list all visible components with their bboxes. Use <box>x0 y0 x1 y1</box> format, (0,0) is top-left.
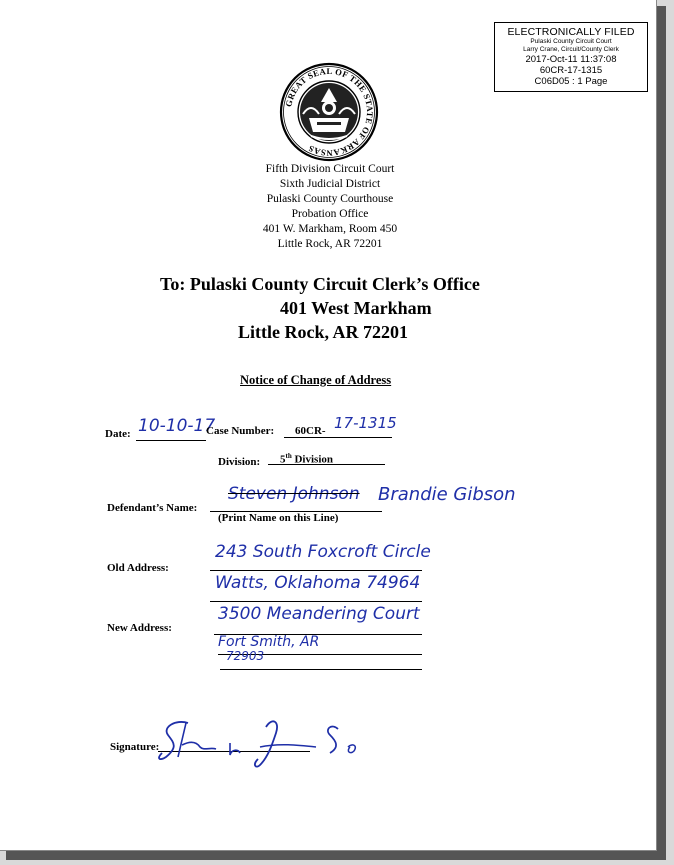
stamp-clerk: Larry Crane, Circuit/County Clerk <box>523 46 619 53</box>
old-address-value-2: Watts, Oklahoma 74964 <box>215 573 421 593</box>
filing-stamp <box>494 22 648 92</box>
office-line: Probation Office <box>291 208 369 220</box>
office-line: 401 W. Markham, Room 450 <box>262 223 398 235</box>
case-number-prefix: 60CR- <box>295 425 326 437</box>
old-address-line-1 <box>210 570 422 571</box>
page-shadow-bottom <box>6 850 666 860</box>
recipient-line: 401 West Markham <box>280 298 432 318</box>
date-label: Date: <box>105 428 131 440</box>
notice-title: Notice of Change of Address <box>240 373 392 387</box>
office-line: Little Rock, AR 72201 <box>277 238 383 250</box>
recipient-line: To: Pulaski County Circuit Clerk’s Office <box>160 274 480 294</box>
print-name-note: (Print Name on this Line) <box>218 512 339 524</box>
stamp-court: Pulaski County Circuit Court <box>530 38 612 45</box>
case-number-line <box>284 437 392 438</box>
svg-text:GREAT SEAL OF THE STATE OF ARK: GREAT SEAL OF THE STATE OF ARKANSAS <box>283 65 376 159</box>
stamp-pages: C06D05 : 1 Page <box>534 76 608 87</box>
stamp-case: 60CR-17-1315 <box>539 65 603 76</box>
stamp-title: ELECTRONICALLY FILED <box>507 26 635 38</box>
defendant-name-value: Brandie Gibson <box>378 484 516 505</box>
new-address-value-1: 3500 Meandering Court <box>218 604 420 624</box>
state-seal-icon <box>279 62 379 162</box>
old-address-line-2 <box>210 601 422 602</box>
division-value: 5th Division <box>280 452 333 466</box>
date-value: 10-10-17 <box>138 416 216 436</box>
old-address-value-1: 243 South Foxcroft Circle <box>215 542 431 562</box>
old-address-label: Old Address: <box>107 562 169 574</box>
recipient-line: Little Rock, AR 72201 <box>238 322 408 342</box>
stamp-datetime: 2017-Oct-11 11:37:08 <box>525 54 617 65</box>
new-address-label: New Address: <box>107 622 172 634</box>
signature-icon <box>148 713 380 771</box>
case-number-value: 17-1315 <box>334 414 397 432</box>
office-line: Sixth Judicial District <box>279 178 381 190</box>
date-line <box>136 440 206 441</box>
case-number-label: Case Number: <box>206 425 275 437</box>
new-address-value-3: 72903 <box>226 649 265 663</box>
division-label: Division: <box>218 456 261 468</box>
defendant-name-label: Defendant’s Name: <box>107 502 198 514</box>
new-address-line-3 <box>220 669 422 670</box>
defendant-name-struck: Steven Johnson <box>228 484 360 504</box>
office-address-block <box>200 162 460 252</box>
page-shadow-right <box>656 6 666 858</box>
office-line: Fifth Division Circuit Court <box>265 163 395 175</box>
signature-label: Signature: <box>110 741 160 753</box>
new-address-value-2: Fort Smith, AR <box>218 634 320 650</box>
office-line: Pulaski County Courthouse <box>266 193 394 205</box>
